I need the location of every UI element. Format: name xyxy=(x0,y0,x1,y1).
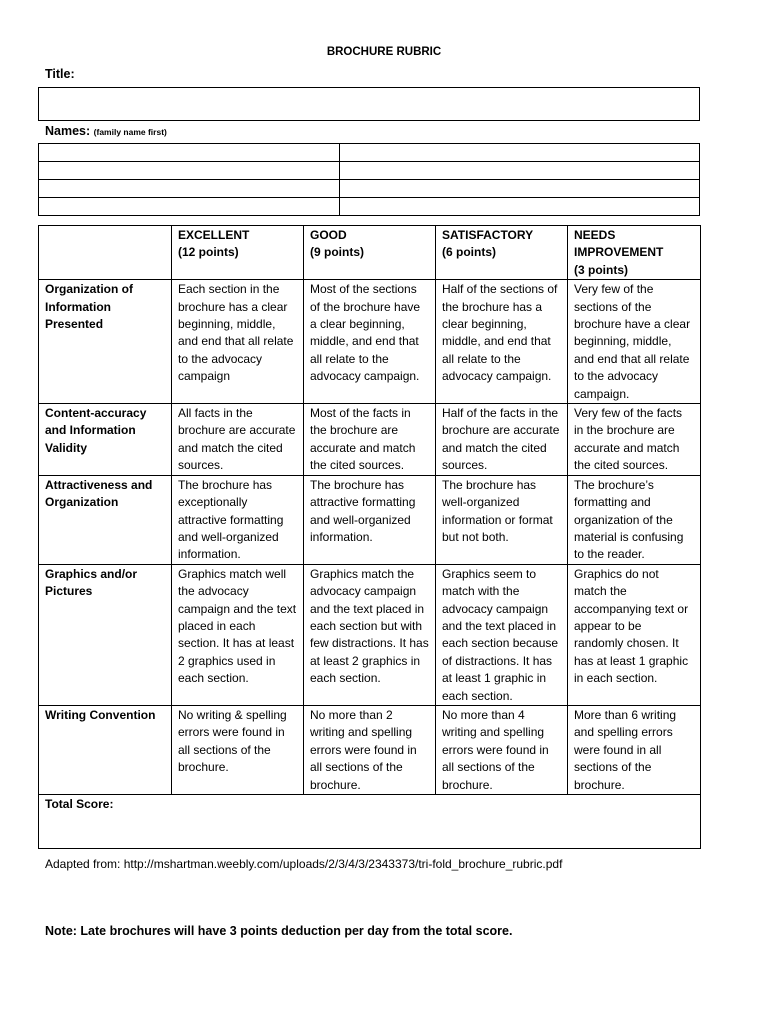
name-field[interactable] xyxy=(339,162,699,180)
names-row xyxy=(39,162,700,180)
source-attribution: Adapted from: http://mshartman.weebly.com/uploads/2/3/4/3/2343373/tri-fold_brochure_rubric.pdf xyxy=(45,857,563,871)
name-field[interactable] xyxy=(39,180,340,198)
names-row xyxy=(39,198,700,216)
rubric-row-content-accuracy xyxy=(39,404,701,476)
descriptor-cell: The brochure has attractive formatting and well-organized information. xyxy=(304,475,436,564)
title-label: Title: xyxy=(45,67,75,81)
name-field[interactable] xyxy=(39,162,340,180)
descriptor-cell: Very few of the facts in the brochure are accurate and match the cited sources. xyxy=(568,404,701,476)
descriptor-cell: No more than 2 writing and spelling errors were found in all sections of the brochure. xyxy=(304,705,436,794)
rubric-table xyxy=(38,225,701,849)
descriptor-cell: Half of the facts in the brochure are accurate and match the cited sources. xyxy=(436,404,568,476)
names-label xyxy=(45,124,167,138)
names-row xyxy=(39,180,700,198)
page-title: BROCHURE RUBRIC xyxy=(326,46,442,58)
rubric-row-organization xyxy=(39,280,701,404)
criterion-cell: Graphics and/or Pictures xyxy=(39,564,172,705)
late-penalty-note: Note: Late brochures will have 3 points deduction per day from the total score. xyxy=(45,924,513,938)
descriptor-cell: All facts in the brochure are accurate and match the cited sources. xyxy=(172,404,304,476)
descriptor-cell: The brochure’s formatting and organization of the material is confusing to the reader. xyxy=(568,475,701,564)
names-table xyxy=(38,143,700,216)
criterion-cell: Organization of Information Presented xyxy=(39,280,172,404)
column-label: NEEDS IMPROVEMENT xyxy=(574,228,664,260)
descriptor-cell: Half of the sections of the brochure has a clear beginning, middle, and end that all relate to the advocacy campaign. xyxy=(436,280,568,404)
descriptor-cell: No writing & spelling errors were found in all sections of the brochure. xyxy=(172,705,304,794)
column-points: (9 points) xyxy=(310,245,364,260)
column-points: (3 points) xyxy=(574,262,628,277)
descriptor-cell: Graphics do not match the accompanying text or appear to be randomly chosen. It has at least 1 graphic in each section. xyxy=(568,564,701,705)
descriptor-cell: Very few of the sections of the brochure have a clear beginning, middle, and end that all relate to the advocacy campaign. xyxy=(568,280,701,404)
rubric-row-writing-convention xyxy=(39,705,701,794)
descriptor-cell: Each section in the brochure has a clear beginning, middle, and end that all relate to the advocacy campaign xyxy=(172,280,304,404)
total-score-cell[interactable] xyxy=(39,795,701,849)
column-points: (6 points) xyxy=(442,245,496,260)
title-field[interactable] xyxy=(38,87,700,121)
criteria-header-cell xyxy=(39,226,172,280)
total-score-label: Total Score: xyxy=(45,797,114,811)
column-label: SATISFACTORY xyxy=(442,228,534,242)
rubric-row-graphics xyxy=(39,564,701,705)
descriptor-cell: The brochure has exceptionally attractive formatting and well-organized information. xyxy=(172,475,304,564)
descriptor-cell: Most of the sections of the brochure have a clear beginning, middle, and end that all relate to the advocacy campaign. xyxy=(304,280,436,404)
rubric-row-total xyxy=(39,795,701,849)
descriptor-cell: Most of the facts in the brochure are accurate and match the cited sources. xyxy=(304,404,436,476)
descriptor-cell: Graphics match the advocacy campaign and the text placed in each section but with few distractions. It has at least 2 graphics in each section. xyxy=(304,564,436,705)
criterion-cell: Writing Convention xyxy=(39,705,172,794)
descriptor-cell: The brochure has well-organized information or format but not both. xyxy=(436,475,568,564)
column-label: GOOD xyxy=(310,228,347,242)
names-row xyxy=(39,144,700,162)
rubric-row-attractiveness xyxy=(39,475,701,564)
name-field[interactable] xyxy=(39,198,340,216)
criterion-cell: Attractiveness and Organization xyxy=(39,475,172,564)
descriptor-cell: No more than 4 writing and spelling errors were found in all sections of the brochure. xyxy=(436,705,568,794)
name-field[interactable] xyxy=(39,144,340,162)
names-label-text: Names: xyxy=(45,124,91,138)
column-header-excellent xyxy=(172,226,304,280)
column-points: (12 points) xyxy=(178,245,239,260)
name-field[interactable] xyxy=(339,144,699,162)
column-label: EXCELLENT xyxy=(178,228,250,242)
rubric-header-row xyxy=(39,226,701,280)
criterion-cell: Content-accuracy and Information Validity xyxy=(39,404,172,476)
column-header-good xyxy=(304,226,436,280)
names-hint: (family name first) xyxy=(93,127,167,137)
column-header-needs-improvement xyxy=(568,226,701,280)
name-field[interactable] xyxy=(339,198,699,216)
descriptor-cell: More than 6 writing and spelling errors were found in all sections of the brochure. xyxy=(568,705,701,794)
column-header-satisfactory xyxy=(436,226,568,280)
name-field[interactable] xyxy=(339,180,699,198)
descriptor-cell: Graphics match well the advocacy campaign and the text placed in each section. It has at least 2 graphics used in each section. xyxy=(172,564,304,705)
descriptor-cell: Graphics seem to match with the advocacy campaign and the text placed in each section because of distractions. It has at least 1 graphic in each section. xyxy=(436,564,568,705)
